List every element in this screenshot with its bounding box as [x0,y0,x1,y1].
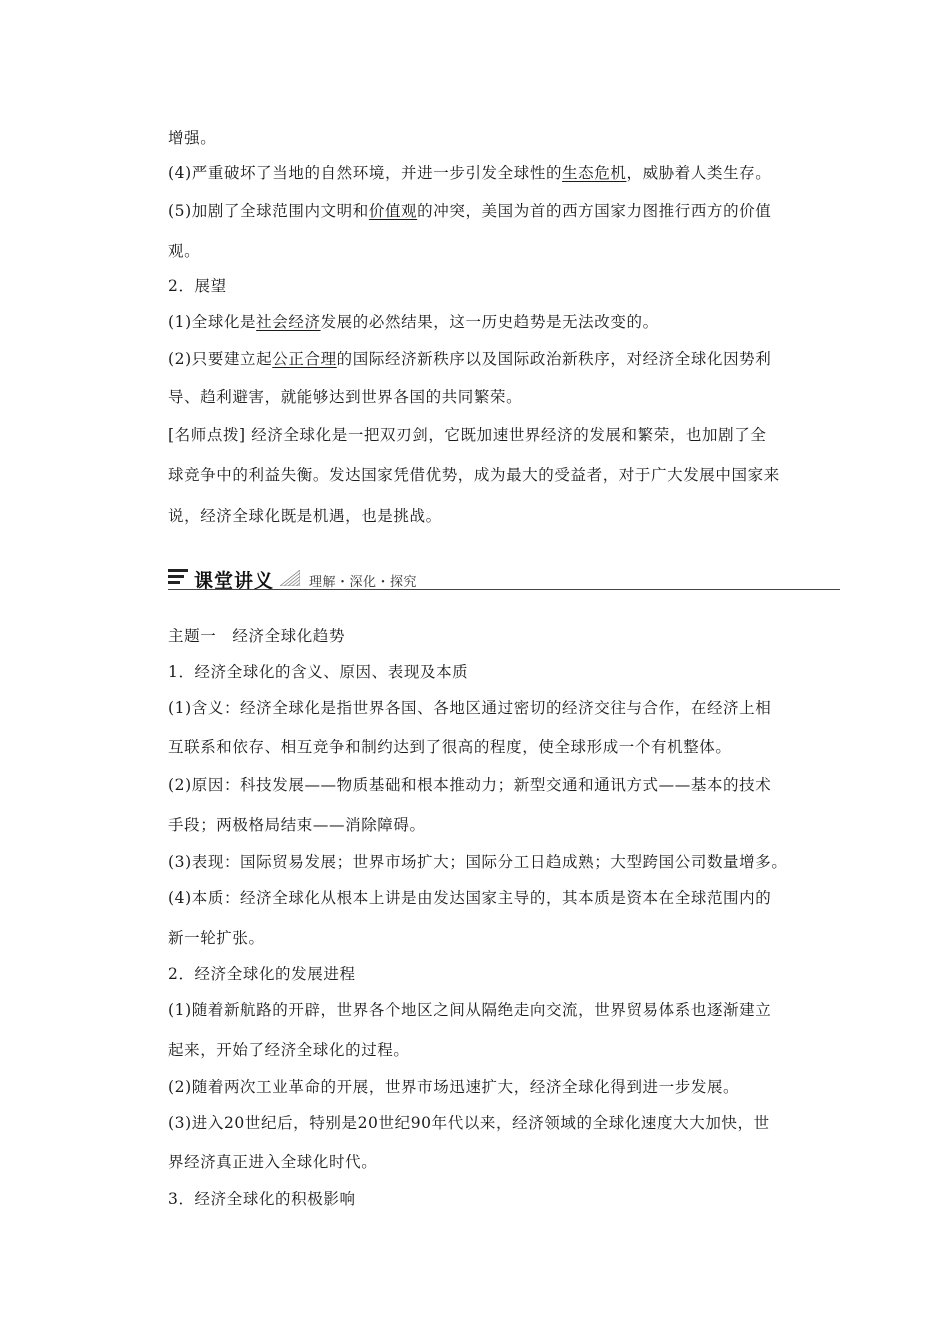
paragraph-line: (1)随着新航路的开辟，世界各个地区之间从隔绝走向交流，世界贸易体系也逐渐建立 [168,1001,772,1019]
paragraph-line: 增强。 [168,129,217,147]
underlined-term: 公正合理 [272,350,337,368]
hatched-triangle-icon [280,570,300,586]
tip-line: 球竞争中的利益失衡。发达国家凭借优势，成为最大的受益者，对于广大发展中国家来 [168,466,780,484]
paragraph-line: 新一轮扩张。 [168,929,265,947]
stripes-icon [168,569,188,585]
line-text: (5)加剧了全球范围内文明和 [168,202,369,220]
paragraph-line: (2)随着两次工业革命的开展，世界市场迅速扩大，经济全球化得到进一步发展。 [168,1078,740,1096]
line-text: 的国际经济新秩序以及国际政治新秩序，对经济全球化因势利 [336,350,772,368]
line-text: (1)全球化是 [168,313,257,331]
underlined-term: 价值观 [368,202,418,220]
underlined-term: 社会经济 [256,313,321,331]
tip-line: [名师点拨] 经济全球化是一把双刃剑，它既加速世界经济的发展和繁荣，也加剧了全 [168,426,767,444]
paragraph-line: (2)原因：科技发展——物质基础和根本推动力；新型交通和通讯方式——基本的技术 [168,776,772,794]
paragraph-line: (3)表现：国际贸易发展；世界市场扩大；国际分工日趋成熟；大型跨国公司数量增多。 [168,853,788,871]
banner-rule [168,589,840,590]
tip-line: 说，经济全球化既是机遇，也是挑战。 [168,507,442,525]
underlined-term: 生态危机 [562,164,627,182]
banner-subtitle: 理解・深化・探究 [309,575,418,590]
paragraph-line: 手段；两极格局结束——消除障碍。 [168,816,426,834]
paragraph-line: (3)进入20世纪后，特别是20世纪90年代以来，经济领域的全球化速度大大加快，世 [168,1114,770,1132]
section-heading: 2．经济全球化的发展进程 [168,965,356,983]
line-text: 发展的必然结果，这一历史趋势是无法改变的。 [320,313,659,331]
paragraph-line: 起来，开始了经济全球化的过程。 [168,1041,410,1059]
paragraph-line: 导、趋利避害，就能够达到世界各国的共同繁荣。 [168,388,523,406]
paragraph-line [168,349,771,369]
paragraph-line [168,312,659,332]
paragraph-line: (4)本质：经济全球化从根本上讲是由发达国家主导的，其本质是资本在全球范围内的 [168,889,772,907]
banner-title: 课堂讲义 [194,570,275,592]
paragraph-line: 互联系和依存、相互竞争和制约达到了很高的程度，使全球形成一个有机整体。 [168,738,732,756]
section-heading: 3．经济全球化的积极影响 [168,1190,356,1208]
topic-heading: 主题一 经济全球化趋势 [168,627,346,645]
paragraph-line [168,201,771,221]
section-banner [168,562,840,594]
paragraph-line: 界经济真正进入全球化时代。 [168,1153,378,1171]
paragraph-line: 观。 [168,242,201,260]
line-text: 的冲突，美国为首的西方国家力图推行西方的价值 [417,202,772,220]
section-heading: 1．经济全球化的含义、原因、表现及本质 [168,663,469,681]
paragraph-line: (1)含义：经济全球化是指世界各国、各地区通过密切的经济交往与合作，在经济上相 [168,699,772,717]
section-heading: 2．展望 [168,277,227,295]
line-text: ，威胁着人类生存。 [626,164,772,182]
line-text: (4)严重破坏了当地的自然环境，并进一步引发全球性的 [168,164,563,182]
line-text: (2)只要建立起 [168,350,273,368]
paragraph-line [168,163,771,183]
